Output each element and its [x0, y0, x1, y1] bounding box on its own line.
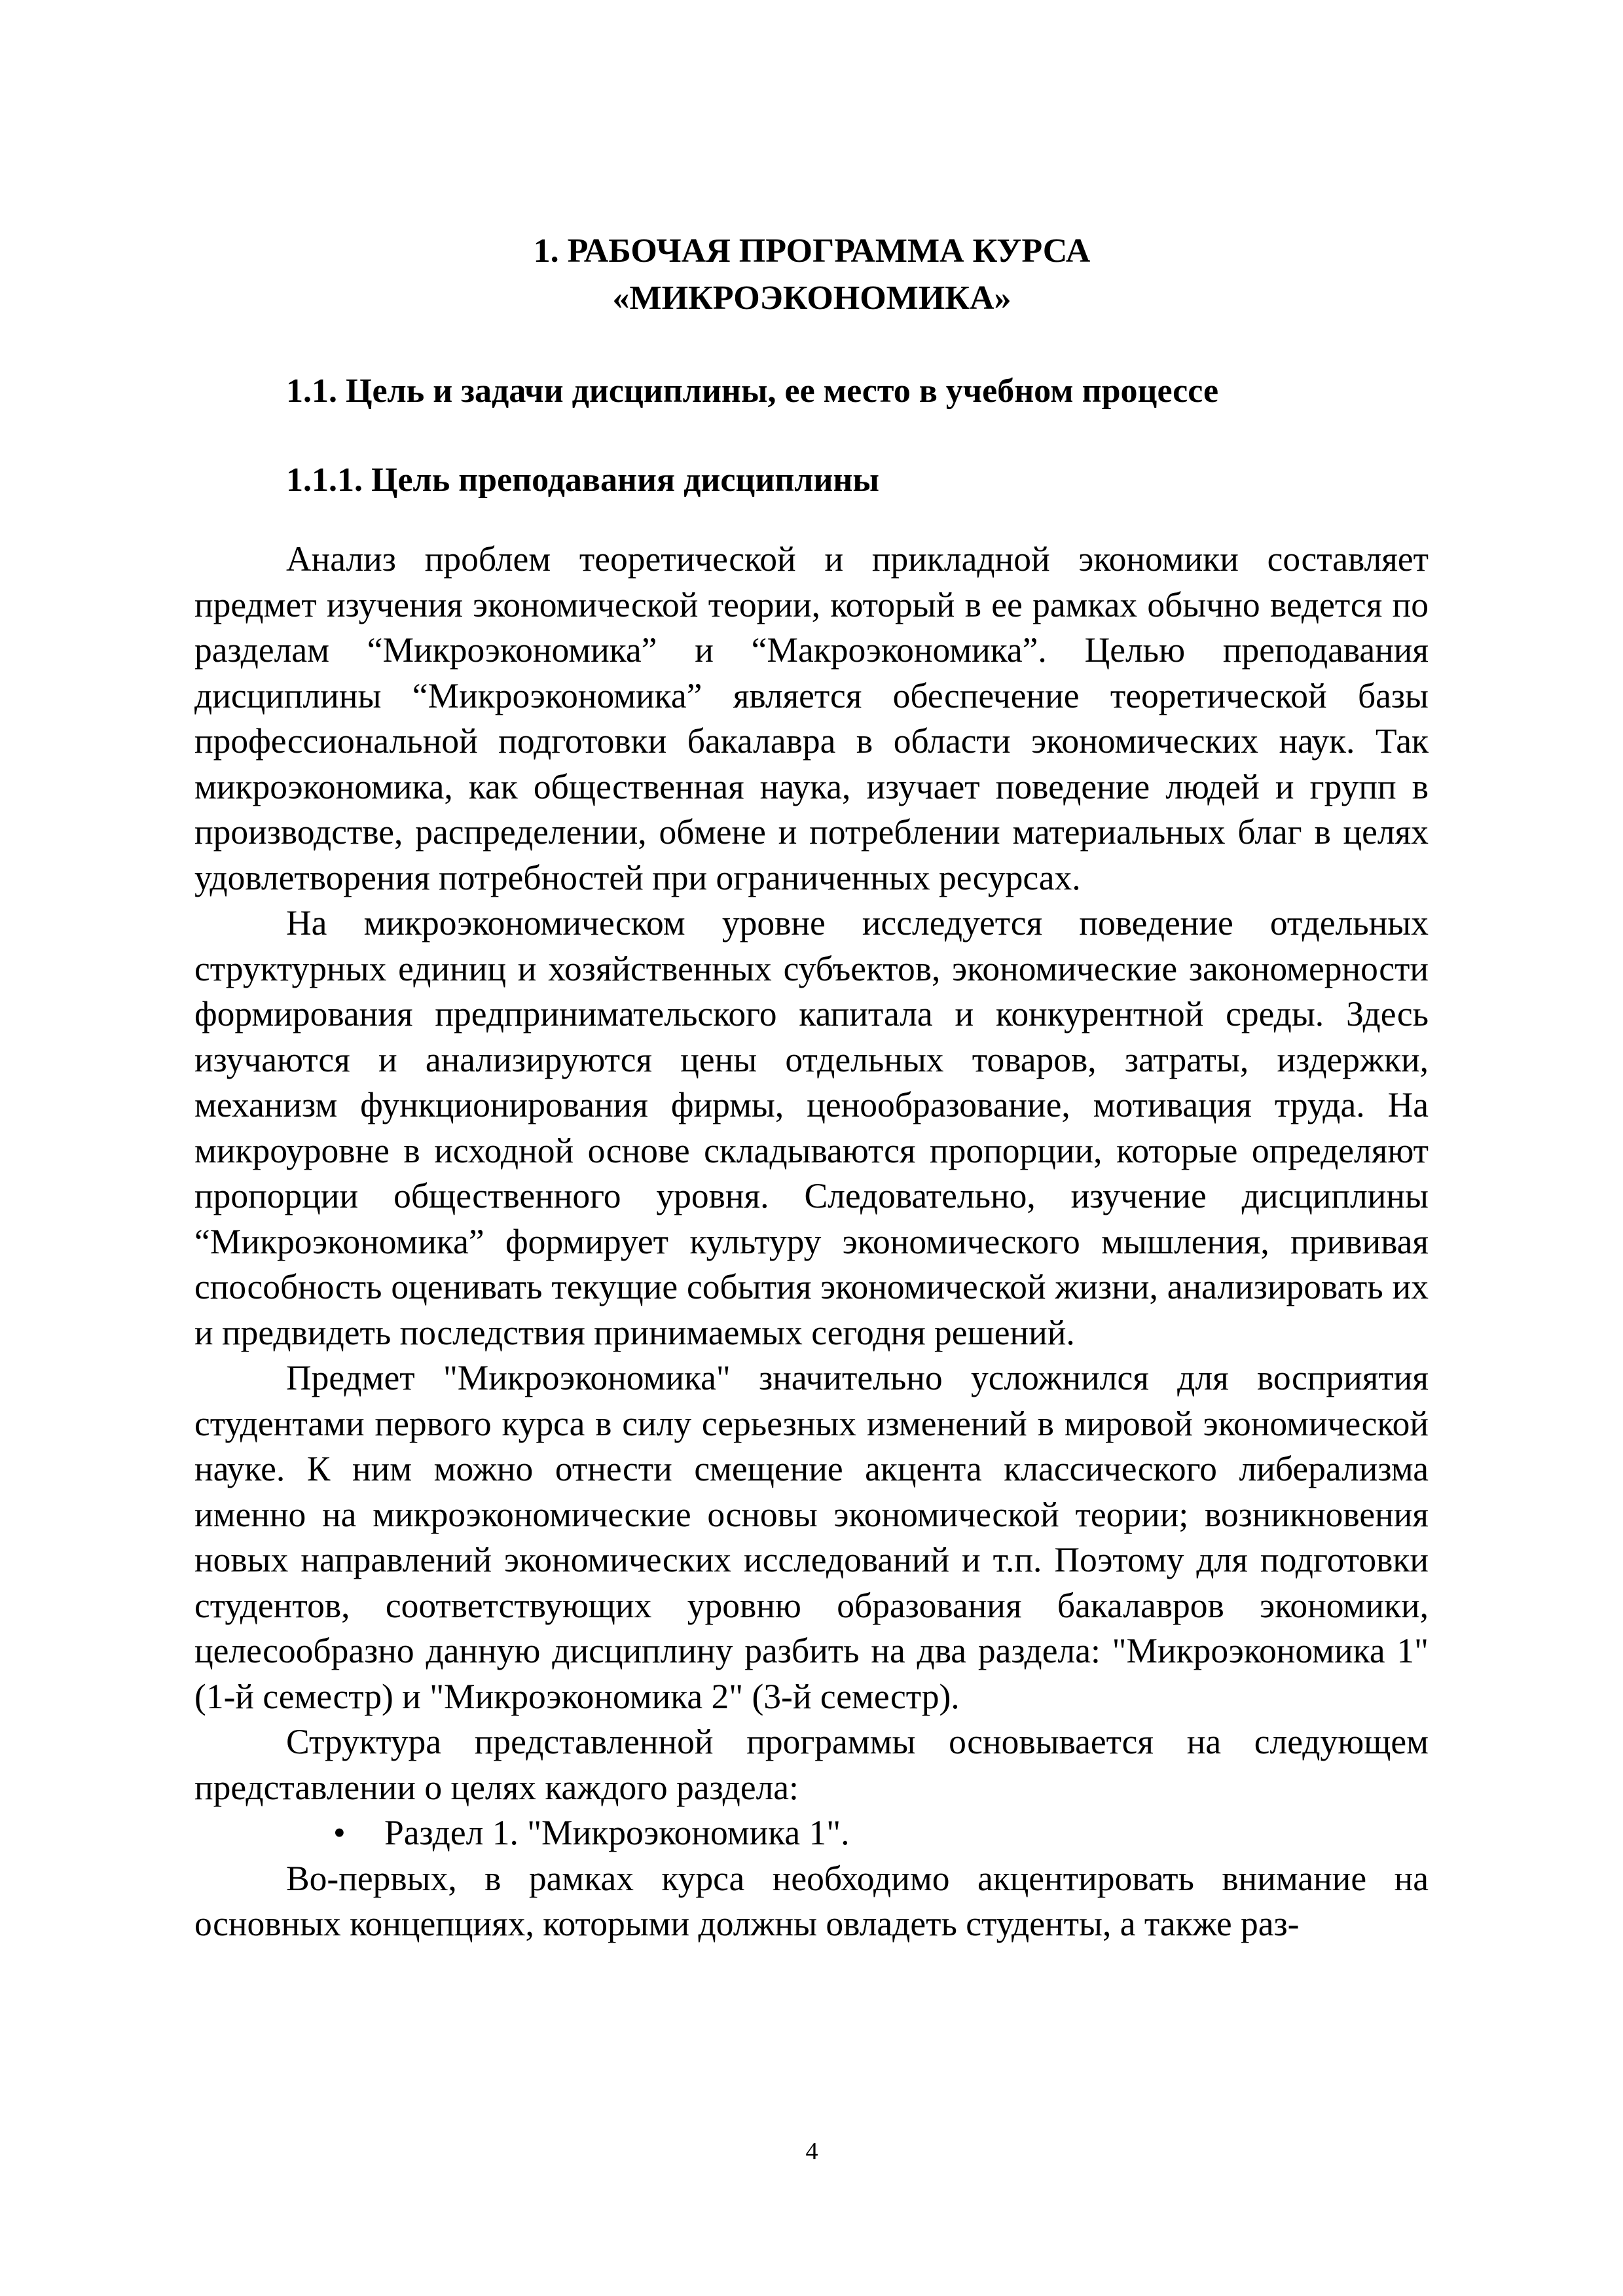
chapter-title-line-1: 1. РАБОЧАЯ ПРОГРАММА КУРСА	[533, 232, 1091, 270]
paragraph-3: Предмет "Микроэкономика" значительно усложнился для восприятия студентами первого курса в силу серьезных изменений в мировой экономической науке. К ним можно отнести смещение акцента классического либерализма именно на микроэкономические основы экономической теории; возникновения новых направлений экономических исследований и т.п. Поэтому для подготовки студентов, соответствующих уровню образования бакалавров экономики, целесообразно данную дисциплину разбить на два раздела: "Микроэкономика 1" (1-й семестр) и "Микроэкономика 2" (3-й семестр).	[194, 1358, 1429, 1716]
paragraph-2: На микроэкономическом уровне исследуется поведение отдельных структурных единиц и хозяйственных субъектов, экономические закономерности формирования предпринимательского капитала и конкурентной среды. Здесь изучаются и анализируются цены отдельных товаров, затраты, издержки, механизм функционирования фирмы, ценообразование, мотивация труда. На микроуровне в исходной основе складываются пропорции, которые определяют пропорции общественного уровня. Следовательно, изучение дисциплины “Микроэкономика” формирует культуру экономического мышления, прививая способность оценивать текущие события экономической жизни, анализировать их и предвидеть последствия принимаемых сегодня решений.	[194, 903, 1429, 1352]
bullet-item	[194, 1810, 1429, 1856]
paragraph-1: Анализ проблем теоретической и прикладной экономики составляет предмет изучения экономической теории, который в ее рамках обычно ведется по разделам “Микроэкономика” и “Макроэкономика”. Целью преподавания дисциплины “Микроэкономика” является обеспечение теоретической базы профессиональной подготовки бакалавра в области экономических наук. Так микроэкономика, как общественная наука, изучает поведение людей и групп в производстве, распределении, обмене и потреблении материальных благ в целях удовлетворения потребностей при ограниченных ресурсах.	[194, 539, 1429, 897]
chapter-title-line-2: «МИКРОЭКОНОМИКА»	[612, 279, 1012, 317]
bullet-dot-icon: •	[333, 1813, 346, 1852]
paragraph-4: Структура представленной программы основывается на следующем представлении о целях каждого раздела:	[194, 1722, 1429, 1807]
bullet-item-text: Раздел 1. "Микроэкономика 1".	[384, 1813, 850, 1852]
page-number: 4	[805, 2138, 818, 2165]
paragraph-5: Во-первых, в рамках курса необходимо акцентировать внимание на основных концепциях, которыми должны овладеть студенты, а также раз-	[194, 1858, 1429, 1943]
subsection-heading: 1.1.1. Цель преподавания дисциплины	[286, 461, 879, 499]
body-text	[194, 537, 1429, 1947]
section-heading: 1.1. Цель и задачи дисциплины, ее место в учебном процессе	[286, 372, 1219, 410]
